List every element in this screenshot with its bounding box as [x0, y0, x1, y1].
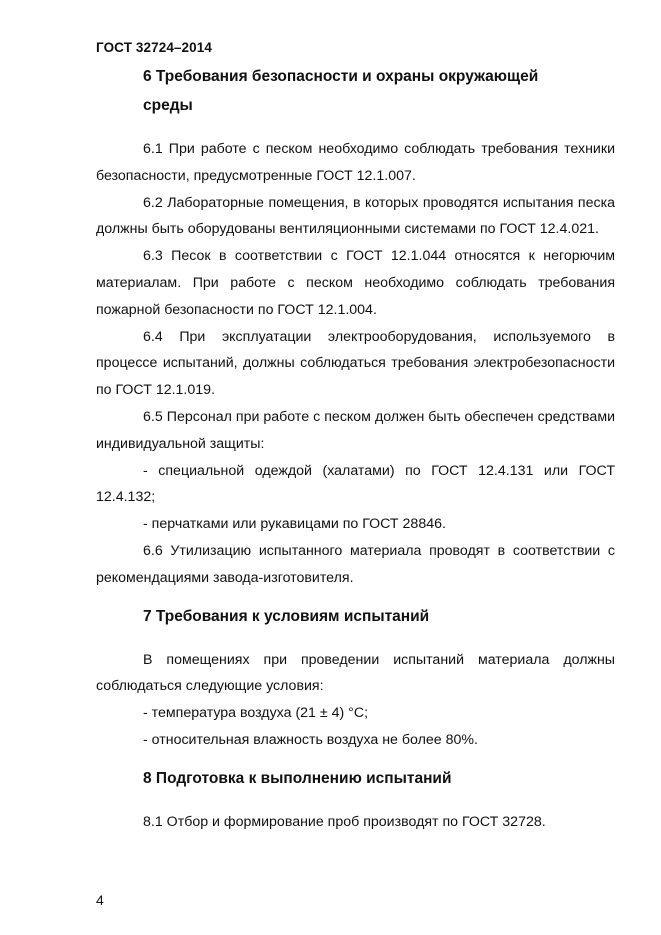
section-7: [96, 602, 615, 754]
list-item-temperature: - температура воздуха (21 ± 4) °С;: [143, 705, 369, 722]
document-code: ГОСТ 32724–2014: [96, 40, 212, 55]
section-6: [96, 62, 615, 592]
section-6-title-line-1: 6 Требования безопасности и охраны окружающей: [143, 68, 539, 85]
list-item-humidity: - относительная влажность воздуха не более 80%.: [143, 731, 478, 748]
paragraph-6-1: 6.1 При работе с песком необходимо соблюдать требования техники безопасности, предусмотренные ГОСТ 12.1.007.: [96, 141, 615, 184]
paragraph-8-1: 8.1 Отбор и формирование проб производят по ГОСТ 32728.: [143, 813, 546, 830]
paragraph-6-6: 6.6 Утилизацию испытанного материала проводят в соответствии с рекомендациями завода-изготовителя.: [96, 542, 615, 586]
paragraph-6-4: 6.4 При эксплуатации электрооборудования, используемого в процессе испытаний, должны соблюдаться требования электробезопасности по ГОСТ 12.1.019.: [96, 328, 615, 399]
list-item-gloves: - перчатками или рукавицами по ГОСТ 28846.: [143, 516, 446, 533]
section-8-title: 8 Подготовка к выполнению испытаний: [143, 769, 452, 787]
document-body: [96, 62, 615, 836]
section-7-title: 7 Требования к условиям испытаний: [143, 607, 430, 625]
paragraph-6-2: 6.2 Лабораторные помещения, в которых проводятся испытания песка должны быть оборудованы вентиляционными системами по ГОСТ 12.4.021.: [96, 194, 615, 238]
paragraph-6-3: 6.3 Песок в соответствии с ГОСТ 12.1.044 относятся к негорючим материалам. При работе с песком необходимо соблюдать требования пожарной безопасности по ГОСТ 12.1.004.: [96, 248, 615, 318]
section-6-title-line-2: среды: [143, 97, 193, 114]
section-8: [96, 764, 615, 836]
list-item-clothing: - специальной одеждой (халатами) по ГОСТ 12.4.131 или ГОСТ 12.4.132;: [96, 462, 615, 506]
page-number: 4: [96, 892, 104, 908]
section-6-title: [96, 62, 615, 120]
paragraph-7-intro: В помещениях при проведении испытаний материала должны соблюдаться следующие условия:: [96, 651, 615, 695]
paragraph-6-5: 6.5 Персонал при работе с песком должен быть обеспечен средствами индивидуальной защиты:: [96, 408, 615, 452]
